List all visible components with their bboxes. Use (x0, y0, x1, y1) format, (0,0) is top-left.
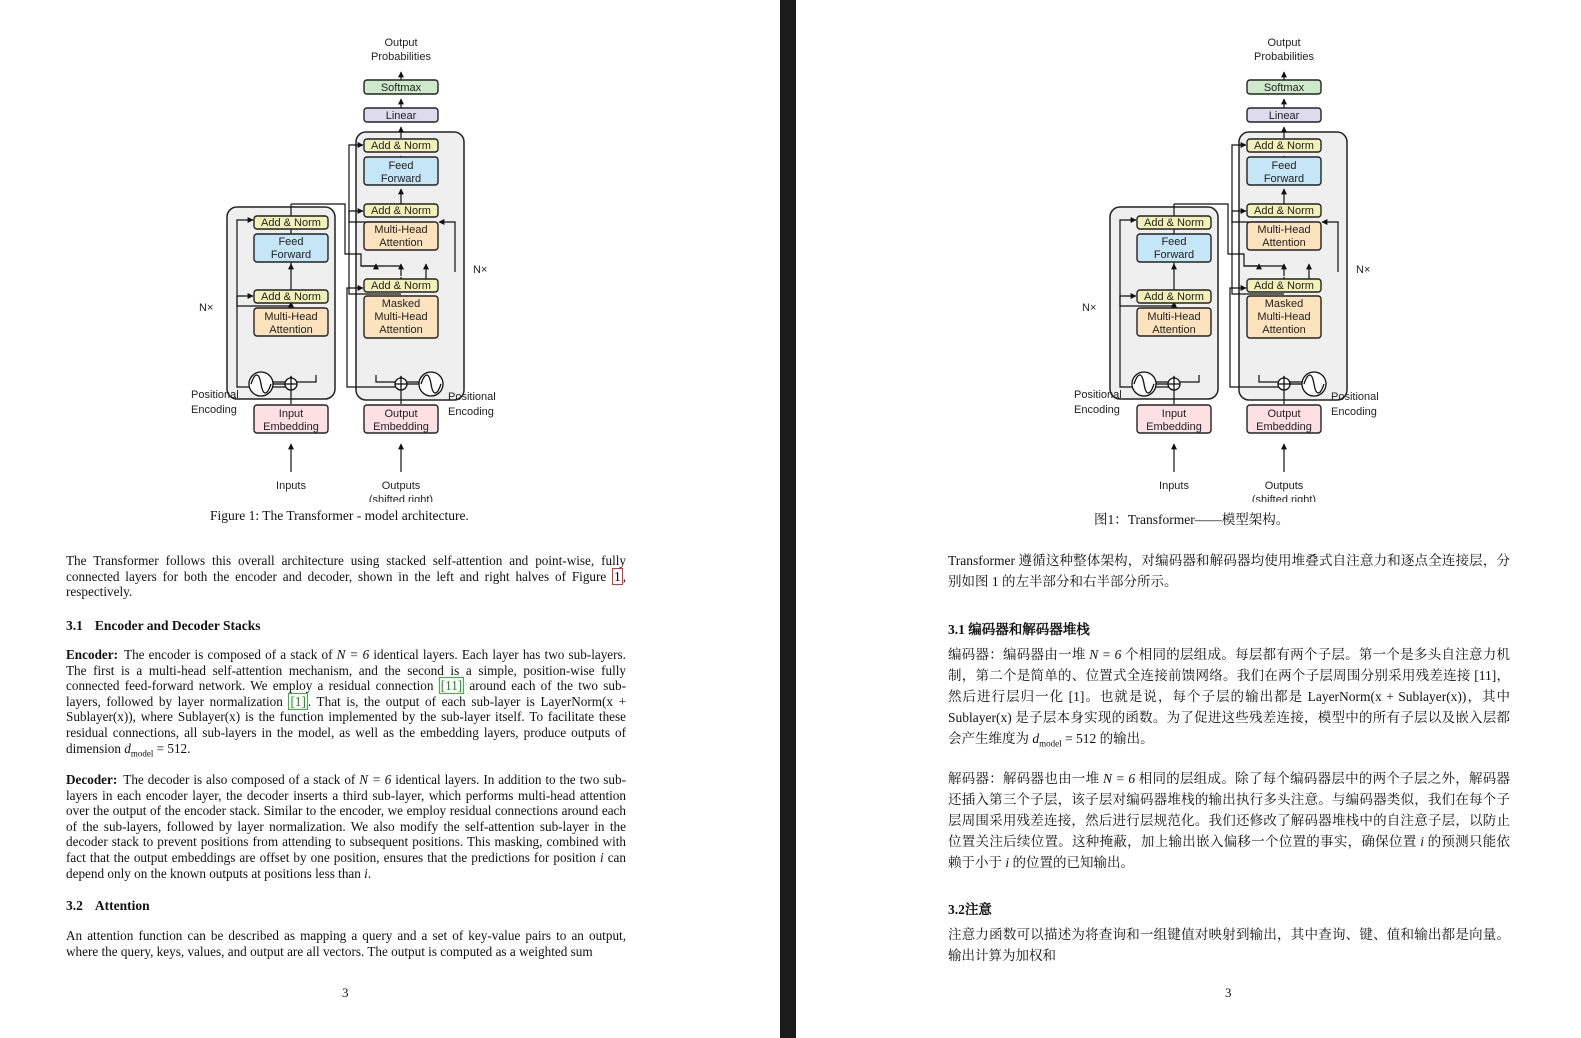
output-emb-label-2: Embedding (1256, 421, 1312, 433)
masked-label-3: Attention (379, 324, 423, 336)
decoder-add-norm-1-label: Add & Norm (1254, 280, 1314, 292)
decoder-pe-label-2: Encoding (448, 406, 494, 418)
encoder-ff-label-1: Feed (1161, 236, 1187, 248)
masked-label-2: Multi-Head (374, 311, 428, 323)
page-divider (780, 0, 796, 1038)
encoder-add-norm-2-label: Add & Norm (261, 217, 321, 229)
encoder-pe-label-2: Encoding (191, 404, 237, 416)
decoder-add-symbol (395, 378, 407, 390)
outputs-label-1: Outputs (1264, 480, 1304, 492)
decoder-ff-label-2: Forward (1263, 173, 1305, 185)
encoder-mha-label-2: Attention (1152, 324, 1196, 336)
decoder-mha-label-2: Attention (379, 237, 423, 249)
intro-paragraph: The Transformer follows this overall architecture using stacked self-attention and point-wise, fully connected layers for both the encoder and decoder, shown in the left and right halves of Figure 1 , respectively. (66, 553, 626, 600)
transformer-diagram (185, 32, 525, 507)
output-prob-label-2: Probabilities (371, 51, 431, 63)
page-number: 3 (342, 985, 349, 1000)
masked-label-1: Masked (381, 298, 421, 310)
decoder-mha-label-1: Multi-Head (374, 224, 428, 236)
encoder-mha-label-2: Attention (269, 324, 313, 336)
encoder-ff-label-2: Forward (1153, 249, 1195, 261)
softmax-label: Softmax (380, 82, 422, 94)
inputs-label: Inputs (1159, 480, 1189, 492)
output-prob-label-2: Probabilities (1254, 51, 1314, 63)
decoder-add-norm-3-label: Add & Norm (371, 140, 431, 152)
decoder-ff-label-2: Forward (380, 173, 422, 185)
decoder-add-norm-3-label: Add & Norm (1254, 140, 1314, 152)
input-emb-label-1: Input (1161, 408, 1187, 420)
citation-link-11[interactable]: [11] (440, 678, 463, 694)
page-number-zh: 3 (1225, 985, 1232, 1000)
masked-label-2: Multi-Head (1257, 311, 1311, 323)
input-emb-label-2: Embedding (263, 421, 319, 433)
encoder-nx-label: N× (199, 302, 214, 314)
encoder-ff-label-2: Forward (270, 249, 312, 261)
section-3-1-heading: 3.1 Encoder and Decoder Stacks (66, 618, 261, 633)
decoder-mha-label-1: Multi-Head (1257, 224, 1311, 236)
output-emb-label-1: Output (384, 408, 418, 420)
section-3-2-heading: 3.2 Attention (66, 898, 150, 913)
linear-label: Linear (385, 110, 417, 122)
decoder-ff-label-1: Feed (388, 160, 414, 172)
encoder-paragraph: Encoder: The encoder is composed of a stack of N = 6 identical layers. Each layer has two sub-layers. The first is a multi-head self-attention mechanism, and the second is a simple, position-wise fully connected feed-forward network. We employ a residual connection [11] around each of the two sub-layers, followed by layer normalization [1] . That is, the output of each sub-layer is LayerNorm(x + Sublayer(x)), where Sublayer(x) is the function implemented by the sub-layer itself. To facilitate these residual connections, all sub-layers in the model, as well as the embedding layers, produce outputs of dimension $d_{model} = 512$. (66, 647, 627, 759)
section-3-1-heading-zh: 3.1 编码器和解码器堆栈 (948, 622, 1090, 637)
decoder-nx-label: N× (1356, 264, 1371, 276)
decoder-pe-label-1: Positional (1331, 391, 1379, 403)
citation-link-1[interactable]: [1] (290, 693, 306, 709)
encoder-add-symbol (285, 378, 297, 390)
output-emb-label-1: Output (1267, 408, 1301, 420)
decoder-add-norm-2-label: Add & Norm (371, 205, 431, 217)
inputs-label: Inputs (276, 480, 306, 492)
encoder-pe-label-1: Positional (191, 389, 239, 401)
figure-caption: Figure 1: The Transformer - model architecture. (210, 508, 469, 523)
page-chinese (796, 0, 1581, 1038)
decoder-add-norm-2-label: Add & Norm (1254, 205, 1314, 217)
encoder-add-symbol (1168, 378, 1180, 390)
attention-paragraph: An attention function can be described as mapping a query and a set of key-value pairs to an output, where the query, keys, values, and output are all vectors. The output is computed as a weighted sum (66, 928, 626, 959)
encoder-paragraph-zh: 编码器：编码器由一堆 N = 6 个相同的层组成。每层都有两个子层。第一个是多头自注意力机制，第二个是简单的、位置式全连接前馈网络。我们在两个子层周围分别采用残差连接 [11]，然后进行层归一化 [1]。也就是说，每个子层的输出都是 LayerNorm(x + Sublayer(x))，其中 Sublayer(x) 是子层本身实现的函数。为了促进这些残差连接，模型中的所有子层以及嵌入层都会产生维度为 $d_{model} = 512$ 的输出。 (948, 647, 1511, 749)
input-emb-label-1: Input (278, 408, 304, 420)
decoder-pe-label-2: Encoding (1331, 406, 1377, 418)
figure-caption-zh: 图1：Transformer——模型架构。 (1094, 512, 1290, 527)
transformer-diagram-zh (1068, 32, 1408, 507)
outputs-label-2: (shifted right) (1251, 494, 1317, 502)
intro-paragraph-zh: Transformer 遵循这种整体架构，对编码器和解码器均使用堆叠式自注意力和逐点全连接层，分别如图 1 的左半部分和右半部分所示。 (948, 553, 1510, 589)
decoder-paragraph: Decoder: The decoder is also composed of a stack of N = 6 identical layers. In addition to the two sub-layers in each encoder layer, the decoder inserts a third sub-layer, which performs multi-head attention over the output of the encoder stack. Similar to the encoder, we employ residual connections around each of the sub-layers, followed by layer normalization. We also modify the self-attention sub-layer in the decoder stack to prevent positions from attending to subsequent positions. This masking, combined with fact that the output embeddings are offset by one position, ensures that the predictions for position i can depend only on the known outputs at positions less than i. (66, 772, 626, 881)
decoder-add-norm-1-label: Add & Norm (371, 280, 431, 292)
encoder-add-norm-1-label: Add & Norm (261, 291, 321, 303)
decoder-add-symbol (1278, 378, 1290, 390)
output-emb-label-2: Embedding (373, 421, 429, 433)
masked-label-1: Masked (1264, 298, 1304, 310)
encoder-pe-label-1: Positional (1074, 389, 1122, 401)
linear-label: Linear (1268, 110, 1300, 122)
output-prob-label-1: Output (1267, 37, 1301, 49)
outputs-label-1: Outputs (381, 480, 421, 492)
decoder-paragraph-zh: 解码器：解码器也由一堆 N = 6 相同的层组成。除了每个编码器层中的两个子层之外，解码器还插入第三个子层，该子层对编码器堆栈的输出执行多头注意。与编码器类似，我们在每个子层周围采用残差连接，然后进行层规范化。我们还修改了解码器堆栈中的自注意子层，以防止位置关注后续位置。这种掩蔽，加上输出嵌入偏移一个位置的事实，确保位置 i 的预测只能依赖于小于 i 的位置的已知输出。 (948, 771, 1511, 870)
encoder-mha-label-1: Multi-Head (264, 311, 318, 323)
decoder-ff-label-1: Feed (1271, 160, 1297, 172)
decoder-mha-label-2: Attention (1262, 237, 1306, 249)
outputs-label-2: (shifted right) (368, 494, 434, 502)
decoder-nx-label: N× (473, 264, 488, 276)
section-3-2-heading-zh: 3.2注意 (948, 902, 992, 917)
masked-label-3: Attention (1262, 324, 1306, 336)
figure-link[interactable]: 1 (614, 568, 621, 584)
encoder-ff-label-1: Feed (278, 236, 304, 248)
softmax-label: Softmax (1263, 82, 1305, 94)
attention-paragraph-zh: 注意力函数可以描述为将查询和一组键值对映射到输出，其中查询、键、值和输出都是向量。输出计算为加权和 (948, 927, 1510, 963)
input-emb-label-2: Embedding (1146, 421, 1202, 433)
encoder-add-norm-2-label: Add & Norm (1144, 217, 1204, 229)
page-english (0, 0, 780, 1038)
encoder-add-norm-1-label: Add & Norm (1144, 291, 1204, 303)
encoder-mha-label-1: Multi-Head (1147, 311, 1201, 323)
encoder-nx-label: N× (1082, 302, 1097, 314)
output-prob-label-1: Output (384, 37, 418, 49)
decoder-pe-label-1: Positional (448, 391, 496, 403)
encoder-pe-label-2: Encoding (1074, 404, 1120, 416)
